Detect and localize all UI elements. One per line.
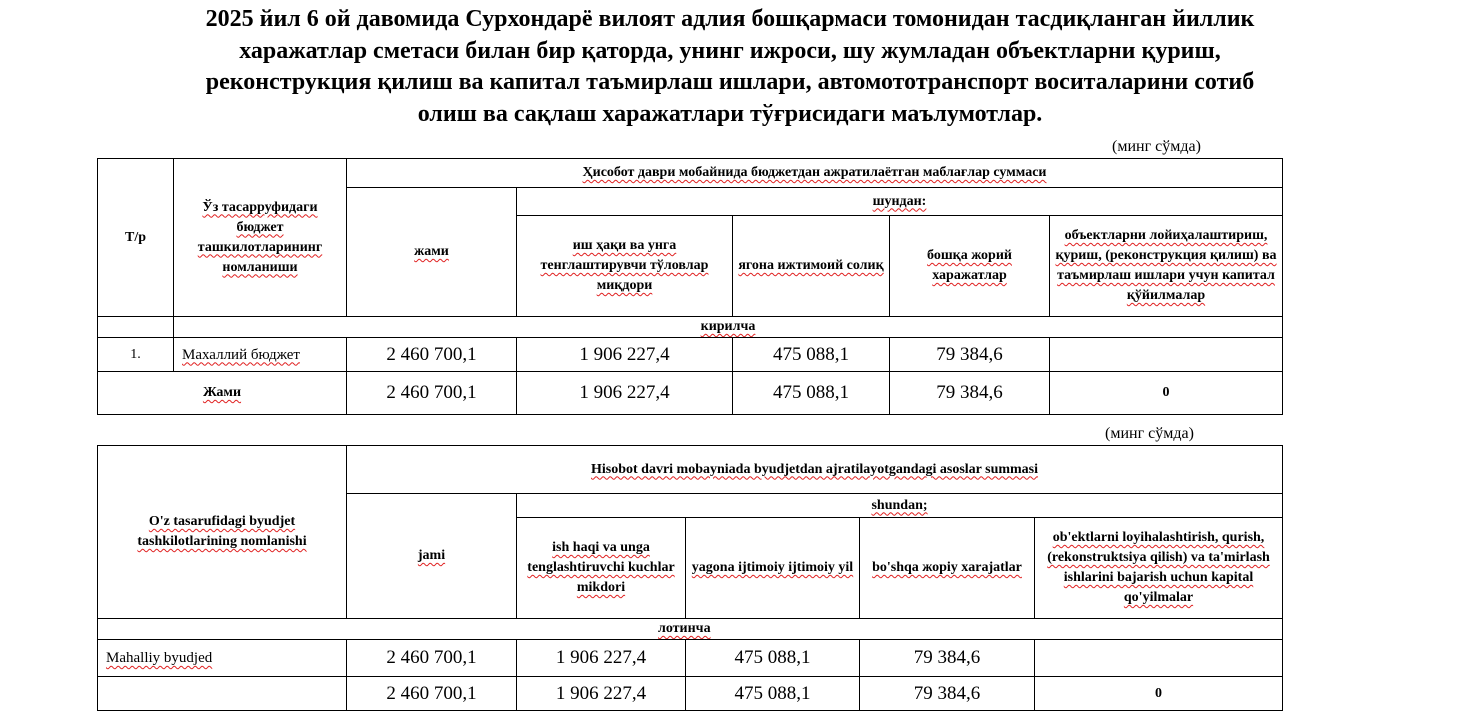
row-name [174,338,347,372]
total-cell-capital: 0 [1050,372,1283,415]
col-header-social [733,216,890,317]
including-header [517,188,1283,216]
col-header-total [347,188,517,317]
col-header-capital [1050,216,1283,317]
total-cell-social-latin: 475 088,1 [686,677,860,711]
table-cyrillic [97,158,1283,415]
total-label-latin [98,677,347,711]
cell-wages-latin: 1 906 227,4 [517,640,686,677]
col-header-capital-latin [1035,518,1283,619]
total-cell-other: 79 384,6 [890,372,1050,415]
col-header-name-text: Ўз тасарруфидаги бюджет ташкилотларининг номланиши [197,199,323,275]
col-header-wages-latin-text: ish haqi va unga tenglashtiruvchi kuchlar mikdori [527,540,675,595]
col-header-tr: Т/р [98,159,174,317]
col-header-other [890,216,1050,317]
col-header-name-latin-text: O'z tasarufidagi byudjet tashkilotlarining nomlanishi [137,514,307,549]
total-cell-total-latin: 2 460 700,1 [347,677,517,711]
col-header-wages [517,216,733,317]
total-label [98,372,347,415]
cell-social: 475 088,1 [733,338,890,372]
row-name-text: Махаллий бюджет [182,346,300,363]
row-number: 1. [98,338,174,372]
row-name-latin [98,640,347,677]
col-header-social-latin-text: yagona ijtimoiy ijtimoiy yil [691,560,854,575]
script-label-latin-text: лотинча [658,621,711,636]
group-header-text: Ҳисобот даври мобайнида бюджетдан ажратилаётган маблағлар суммаси [582,165,1047,180]
title-line-2: харажатлар сметаси билан бир қаторда, унинг ижроси, шу жумладан объектларни қуриш, [239,37,1221,64]
cell-other: 79 384,6 [890,338,1050,372]
including-header-latin-text: shundan; [871,497,928,513]
total-cell-wages: 1 906 227,4 [517,372,733,415]
col-header-total-text: жами [414,244,449,259]
cell-total-latin: 2 460 700,1 [347,640,517,677]
script-row-blank [98,317,174,338]
group-header-latin [347,446,1283,494]
title-line-4: олиш ва сақлаш харажатлари тўғрисидаги маълумотлар. [417,100,1043,127]
total-row [98,677,1283,711]
title-line-1: 2025 йил 6 ой давомида Сурхондарё вилоят адлия бошқармаси томонидан тасдиқланган йиллик [205,6,1255,32]
col-header-other-text: бошқа жорий харажатлар [927,248,1012,283]
cell-social-latin: 475 088,1 [686,640,860,677]
cell-capital-latin [1035,640,1283,677]
script-label-cyrillic [174,317,1283,338]
cell-wages: 1 906 227,4 [517,338,733,372]
cell-total: 2 460 700,1 [347,338,517,372]
col-header-name-latin [98,446,347,619]
col-header-social-text: ягона ижтимоий солиқ [738,258,884,273]
total-row [98,372,1283,415]
script-label-latin [98,619,1283,640]
col-header-total-latin [347,494,517,619]
total-cell-social: 475 088,1 [733,372,890,415]
col-header-social-latin [686,518,860,619]
total-cell-other-latin: 79 384,6 [860,677,1035,711]
col-header-capital-latin-text: ob'ektlarni loyihalashtirish, qurish, (rekonstruktsiya qilish) va ta'mirlash ishlarini bajarish uchun kapital qo'yilmalar [1047,530,1270,605]
col-header-wages-latin [517,518,686,619]
including-header-latin [517,494,1283,518]
table-latin [97,445,1283,711]
row-name-latin-text: Mahalliy byudjed [106,650,213,666]
total-cell-total: 2 460 700,1 [347,372,517,415]
including-header-text: шундан: [872,193,927,209]
col-header-other-latin [860,518,1035,619]
document-title [60,4,1400,130]
total-cell-wages-latin: 1 906 227,4 [517,677,686,711]
table-row [98,640,1283,677]
cell-capital [1050,338,1283,372]
total-label-text: Жами [202,385,242,400]
total-cell-capital-latin: 0 [1035,677,1283,711]
col-header-other-latin-text: bo'shqa жорiy xarajatlar [872,560,1022,575]
col-header-wages-text: иш ҳақи ва унга тенглаштирувчи тўловлар миқдори [540,238,709,293]
group-header-latin-text: Hisobot davri mobayniada byudjetdan ajratilayotgandagi asoslar summasi [590,461,1039,477]
table-row [98,338,1283,372]
col-header-total-latin-text: jami [417,548,446,563]
group-header [347,159,1283,188]
col-header-capital-text: объектларни лойиҳалаштириш, қуриш, (реконструкция қилиш) ва таъмирлаш ишлари учун капитал қўйилмалар [1055,228,1277,303]
cell-other-latin: 79 384,6 [860,640,1035,677]
script-label-cyrillic-text: кирилча [700,319,756,334]
table2-unit-label: (минг сўмда) [1105,425,1194,442]
table1-unit-label: (минг сўмда) [1112,138,1201,155]
title-line-3: реконструкция қилиш ва капитал таъмирлаш ишлари, автомототранспорт воситаларини сотиб [205,69,1255,95]
col-header-name [174,159,347,317]
